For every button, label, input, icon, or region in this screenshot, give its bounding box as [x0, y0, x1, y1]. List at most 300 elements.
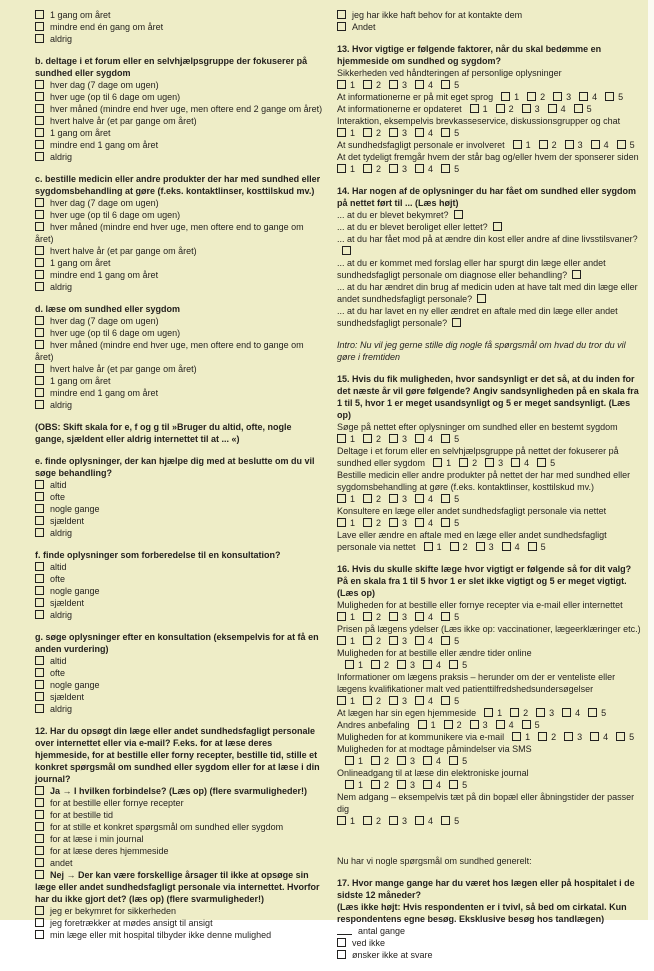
option-label: ønsker ikke at svare	[352, 950, 433, 960]
checkbox[interactable]	[337, 518, 346, 527]
scale-item	[337, 719, 642, 731]
checkbox[interactable]	[415, 80, 424, 89]
option-label: for at bestille eller fornye recepter	[50, 798, 184, 808]
option-label: 1 gang om året	[50, 128, 111, 138]
rating-scale	[337, 80, 459, 90]
scale-item	[337, 743, 642, 767]
question-title: 15. Hvis du fik muligheden, hvor sandsynligt er det så, at du inden for det næste år vil gøre følgende? Angiv sandsynligheden på en skala fra 1 til 5, hvor 1 er meget usandsynligt og 5 er meget sandsynligt. (Læs op)	[337, 374, 639, 420]
checkbox[interactable]	[35, 10, 44, 19]
checkbox[interactable]	[35, 846, 44, 855]
checkbox[interactable]	[424, 542, 433, 551]
checkbox[interactable]	[345, 780, 354, 789]
question-note: (Læs ikke højt: Hvis respondenten er i tvivl, så bed om cirkatal. Kun respondentens egne besøg. Eksklusive besøg hos tandlægen)	[337, 902, 627, 924]
checkbox[interactable]	[415, 696, 424, 705]
checkbox[interactable]	[444, 720, 453, 729]
scale-number: 5	[454, 816, 460, 826]
checkbox[interactable]	[35, 376, 44, 385]
checkbox[interactable]	[449, 660, 458, 669]
checkbox[interactable]	[477, 294, 486, 303]
checkbox[interactable]	[415, 434, 424, 443]
checkbox[interactable]	[35, 364, 44, 373]
checkbox[interactable]	[562, 708, 571, 717]
checkbox[interactable]	[337, 636, 346, 645]
checkbox[interactable]	[470, 104, 479, 113]
intro-text: Intro: Nu vil jeg gerne stille dig nogle få spørgsmål om hvad du tror du vil gøre i fremtiden	[337, 340, 626, 362]
checkbox[interactable]	[616, 732, 625, 741]
scale-number: 3	[402, 164, 408, 174]
question-title: e. finde oplysninger, der kan hjælpe dig med at beslutte om du vil søge behandling?	[35, 456, 315, 478]
checkbox[interactable]	[572, 270, 581, 279]
checkbox[interactable]	[441, 80, 450, 89]
checkbox[interactable]	[337, 612, 346, 621]
rating-scale-line	[337, 127, 642, 139]
scale-number: 1	[350, 612, 356, 622]
checkbox-option	[35, 929, 323, 941]
rating-scale	[337, 636, 459, 646]
scale-item	[337, 421, 642, 433]
checkbox[interactable]	[337, 10, 346, 19]
scale-number: 4	[436, 756, 442, 766]
scale-number: 5	[454, 80, 460, 90]
checkbox-option	[35, 79, 323, 91]
checkbox-option	[35, 363, 323, 375]
checkbox[interactable]	[35, 692, 44, 701]
checkbox[interactable]	[441, 128, 450, 137]
rating-scale	[337, 612, 459, 622]
scale-number: 5	[462, 756, 468, 766]
obs-note-text: (OBS: Skift skala for e, f og g til »Bruger du altid, ofte, nogle gange, sjældent eller aldrig internettet til at ... «)	[35, 422, 292, 444]
checkbox[interactable]	[35, 258, 44, 267]
checkbox[interactable]	[337, 816, 346, 825]
checkbox[interactable]	[454, 210, 463, 219]
checkbox[interactable]	[397, 660, 406, 669]
checkbox[interactable]	[415, 612, 424, 621]
checkbox[interactable]	[588, 708, 597, 717]
checkbox[interactable]	[485, 458, 494, 467]
scale-number: 3	[402, 816, 408, 826]
checkbox[interactable]	[539, 140, 548, 149]
scale-number: 5	[462, 780, 468, 790]
option-label: sjældent	[50, 692, 85, 702]
checkbox-option	[35, 515, 323, 527]
checkbox[interactable]	[441, 612, 450, 621]
scale-number: 3	[402, 434, 408, 444]
rating-scale	[504, 732, 634, 742]
checkbox[interactable]	[35, 34, 44, 43]
checkbox-option	[35, 339, 323, 363]
scale-number: 4	[524, 458, 530, 468]
option-label: hver uge (op til 6 dage om ugen)	[50, 210, 181, 220]
checkbox[interactable]	[35, 586, 44, 595]
checkbox[interactable]	[35, 116, 44, 125]
scale-item	[337, 599, 642, 611]
checkbox[interactable]	[579, 92, 588, 101]
scale-number: 5	[454, 612, 460, 622]
checkbox[interactable]	[389, 494, 398, 503]
checkbox[interactable]	[441, 494, 450, 503]
checkbox[interactable]	[501, 92, 510, 101]
scale-number: 2	[508, 104, 514, 114]
checkbox[interactable]	[537, 458, 546, 467]
option-label: nogle gange	[50, 680, 100, 690]
checkbox[interactable]	[35, 562, 44, 571]
option-label: altid	[50, 480, 67, 490]
scale-number: 1	[350, 80, 356, 90]
scale-number: 4	[428, 518, 434, 528]
rating-scale-line	[337, 433, 642, 445]
checkbox[interactable]	[496, 104, 505, 113]
scale-item-label: At lægen har sin egen hjemmeside	[337, 708, 477, 718]
checkbox[interactable]	[35, 906, 44, 915]
checkbox-option	[35, 857, 323, 869]
checkbox[interactable]	[337, 80, 346, 89]
scale-number: 1	[350, 636, 356, 646]
checkbox[interactable]	[35, 140, 44, 149]
option-label: jeg foretrækker at mødes ansigt til ansigt	[50, 918, 213, 928]
scale-item-label: Prisen på lægens ydelser (Læs ikke op: vaccinationer, lægeerklæringer etc.)	[337, 624, 641, 634]
question-title: 12. Har du opsøgt din læge eller andet sundhedsfagligt personale over internettet eller via e-mail? F.eks. for at læse deres hjemmeside, for at bestille eller forny recepter, bestille tid, stille et konkret spørgsmål om sundhed eller sygdom eller for at læse i din journal?	[35, 726, 320, 784]
scale-item	[337, 647, 642, 671]
checkbox-option	[35, 151, 323, 163]
scale-item	[337, 67, 642, 79]
scale-item-label: At sundhedsfagligt personale er involveret	[337, 140, 505, 150]
checkbox[interactable]	[337, 164, 346, 173]
checkbox-option	[35, 33, 323, 45]
checkbox[interactable]	[441, 518, 450, 527]
checkbox-option	[35, 127, 323, 139]
scale-number: 5	[550, 458, 556, 468]
checkbox[interactable]	[35, 480, 44, 489]
checkbox-option	[35, 315, 323, 327]
checkbox[interactable]	[493, 222, 502, 231]
checkbox[interactable]	[415, 164, 424, 173]
checkbox-option	[35, 845, 323, 857]
checkbox[interactable]	[389, 636, 398, 645]
checkbox[interactable]	[35, 798, 44, 807]
scale-item	[337, 139, 642, 151]
checkbox[interactable]	[35, 704, 44, 713]
checkbox[interactable]	[35, 198, 44, 207]
checkbox[interactable]	[389, 612, 398, 621]
checkbox[interactable]	[452, 318, 461, 327]
checkbox[interactable]	[363, 164, 372, 173]
checkbox[interactable]	[35, 246, 44, 255]
scale-item	[337, 731, 642, 743]
checkbox[interactable]	[548, 104, 557, 113]
scale-number: 2	[456, 720, 462, 730]
checkbox[interactable]	[35, 656, 44, 665]
checkbox[interactable]	[35, 104, 44, 113]
checkbox[interactable]	[397, 780, 406, 789]
checkbox[interactable]	[423, 756, 432, 765]
checkbox[interactable]	[527, 92, 536, 101]
scale-number: 4	[428, 434, 434, 444]
checkbox[interactable]	[397, 756, 406, 765]
scale-number: 4	[428, 164, 434, 174]
checkbox[interactable]	[35, 858, 44, 867]
checkbox[interactable]	[35, 822, 44, 831]
checkbox-option	[35, 561, 323, 573]
checkbox[interactable]	[345, 660, 354, 669]
checkbox-option	[35, 703, 323, 715]
checkbox[interactable]	[441, 636, 450, 645]
checkbox[interactable]	[423, 660, 432, 669]
checkbox[interactable]	[450, 542, 459, 551]
checkbox[interactable]	[538, 732, 547, 741]
checkbox[interactable]	[415, 518, 424, 527]
question-item-label: ... at du er blevet bekymret?	[337, 210, 449, 220]
scale-number: 3	[498, 458, 504, 468]
checkbox-option	[35, 327, 323, 339]
checkbox[interactable]	[441, 164, 450, 173]
checkbox[interactable]	[371, 756, 380, 765]
checkbox[interactable]	[441, 434, 450, 443]
scale-number: 4	[428, 612, 434, 622]
question-title: 16. Hvis du skulle skifte læge hvor vigtigt er følgende så for dit valg? På en skala fra 1 til 5 hvor 1 er slet ikke vigtigt og 5 er meget vigtigt. (Læs op)	[337, 564, 632, 598]
checkbox[interactable]	[415, 636, 424, 645]
checkbox[interactable]	[35, 668, 44, 677]
checkbox[interactable]	[342, 246, 351, 255]
option-label: hvert halve år (et par gange om året)	[50, 246, 197, 256]
checkbox[interactable]	[35, 388, 44, 397]
option-label: andet	[50, 858, 73, 868]
checkbox-option	[35, 609, 323, 621]
checkbox[interactable]	[35, 504, 44, 513]
general-lead-text: Nu har vi nogle spørgsmål om sundhed generelt:	[337, 856, 532, 866]
scale-item	[337, 671, 642, 695]
checkbox-option	[35, 821, 323, 833]
checkbox[interactable]	[423, 780, 432, 789]
checkbox[interactable]	[35, 80, 44, 89]
checkbox[interactable]	[415, 816, 424, 825]
checkbox[interactable]	[415, 128, 424, 137]
checkbox[interactable]	[35, 574, 44, 583]
checkbox-option	[35, 209, 323, 221]
option-label: hvert halve år (et par gange om året)	[50, 116, 197, 126]
scale-number: 3	[402, 518, 408, 528]
checkbox[interactable]	[35, 340, 44, 349]
question-title: c. bestille medicin eller andre produkter der har med sundhed eller sygdomsbehandling at gøre (f.eks. kontaktlinser, kosttilskud mv.)	[35, 174, 321, 196]
scale-number: 5	[454, 696, 460, 706]
checkbox-option	[35, 281, 323, 293]
scale-number: 1	[436, 542, 442, 552]
checkbox[interactable]	[574, 104, 583, 113]
scale-number: 2	[376, 636, 382, 646]
checkbox[interactable]	[449, 780, 458, 789]
checkbox[interactable]	[35, 328, 44, 337]
checkbox[interactable]	[363, 518, 372, 527]
scale-number: 2	[376, 494, 382, 504]
checkbox[interactable]	[441, 816, 450, 825]
checkbox[interactable]	[363, 816, 372, 825]
checkbox[interactable]	[470, 720, 479, 729]
checkbox[interactable]	[590, 732, 599, 741]
scale-number: 3	[577, 732, 583, 742]
option-label: 1 gang om året	[50, 376, 111, 386]
rating-scale	[425, 458, 555, 468]
checkbox[interactable]	[35, 918, 44, 927]
scale-item-label: Muligheden for at modtage påmindelser via SMS	[337, 744, 532, 754]
scale-number: 4	[603, 140, 609, 150]
checkbox[interactable]	[565, 140, 574, 149]
scale-item-label: Muligheden for at bestille eller ændre tider online	[337, 648, 532, 658]
checkbox[interactable]	[536, 708, 545, 717]
checkbox[interactable]	[496, 720, 505, 729]
checkbox[interactable]	[35, 22, 44, 31]
checkbox[interactable]	[35, 834, 44, 843]
scale-number: 1	[350, 128, 356, 138]
checkbox[interactable]	[337, 950, 346, 959]
checkbox[interactable]	[617, 140, 626, 149]
scale-item	[337, 103, 642, 115]
checkbox[interactable]	[35, 210, 44, 219]
checkbox[interactable]	[35, 492, 44, 501]
checkbox[interactable]	[502, 542, 511, 551]
checkbox[interactable]	[389, 434, 398, 443]
checkbox[interactable]	[363, 128, 372, 137]
rating-scale	[337, 816, 459, 826]
checkbox[interactable]	[553, 92, 562, 101]
checkbox[interactable]	[35, 128, 44, 137]
checkbox[interactable]	[433, 458, 442, 467]
checkbox[interactable]	[564, 732, 573, 741]
checkbox[interactable]	[35, 92, 44, 101]
checkbox[interactable]	[35, 610, 44, 619]
checkbox[interactable]	[35, 152, 44, 161]
checkbox[interactable]	[418, 720, 427, 729]
checkbox[interactable]	[337, 938, 346, 947]
checkbox[interactable]	[605, 92, 614, 101]
checkbox-option	[337, 949, 642, 961]
checkbox[interactable]	[363, 80, 372, 89]
checkbox[interactable]	[591, 140, 600, 149]
checkbox[interactable]	[35, 282, 44, 291]
checkbox-option	[35, 139, 323, 151]
checkbox[interactable]	[363, 696, 372, 705]
checkbox[interactable]	[389, 816, 398, 825]
option-label: antal gange	[358, 926, 406, 936]
option-label: aldrig	[50, 400, 73, 410]
checkbox[interactable]	[522, 104, 531, 113]
checkbox[interactable]	[363, 636, 372, 645]
scale-item-label: Muligheden for at kommunikere via e-mail	[337, 732, 505, 742]
checkbox[interactable]	[35, 316, 44, 325]
option-label: hver måned (mindre end hver uge, men oftere end to gange om året)	[35, 222, 304, 244]
checkbox-option	[35, 245, 323, 257]
scale-number: 4	[428, 816, 434, 826]
checkbox[interactable]	[389, 696, 398, 705]
scale-item	[337, 529, 642, 553]
option-label: min læge eller mit hospital tilbyder ikke denne mulighed	[50, 930, 272, 940]
scale-item-label: Muligheden for at bestille eller fornye recepter via e-mail eller internettet	[337, 600, 623, 610]
checkbox[interactable]	[35, 810, 44, 819]
scale-number: 2	[376, 164, 382, 174]
checkbox[interactable]	[389, 80, 398, 89]
option-label: for at stille et konkret spørgsmål om sundhed eller sygdom	[50, 822, 284, 832]
checkbox[interactable]	[337, 434, 346, 443]
checkbox[interactable]	[389, 128, 398, 137]
question-title: g. søge oplysninger efter en konsultation (eksempelvis for at få en anden vurdering)	[35, 632, 319, 654]
checkbox-option	[35, 585, 323, 597]
scale-number: 3	[577, 140, 583, 150]
checkbox[interactable]	[459, 458, 468, 467]
scale-number: 1	[350, 696, 356, 706]
write-in-blank[interactable]	[337, 925, 352, 935]
checkbox[interactable]	[337, 128, 346, 137]
checkbox[interactable]	[35, 786, 44, 795]
checkbox[interactable]	[337, 22, 346, 31]
scale-number: 4	[592, 92, 598, 102]
scale-number: 2	[462, 542, 468, 552]
checkbox-option	[35, 269, 323, 281]
checkbox[interactable]	[35, 528, 44, 537]
scale-number: 2	[540, 92, 546, 102]
checkbox[interactable]	[337, 696, 346, 705]
scale-number: 1	[350, 164, 356, 174]
checkbox[interactable]	[35, 870, 44, 879]
section-g	[35, 631, 323, 715]
checkbox[interactable]	[389, 518, 398, 527]
checkbox[interactable]	[476, 542, 485, 551]
checkbox[interactable]	[522, 720, 531, 729]
checkbox[interactable]	[35, 930, 44, 939]
checkbox[interactable]	[528, 542, 537, 551]
checkbox[interactable]	[371, 660, 380, 669]
scale-number: 3	[402, 636, 408, 646]
checkbox[interactable]	[484, 708, 493, 717]
checkbox[interactable]	[415, 494, 424, 503]
checkbox[interactable]	[389, 164, 398, 173]
option-label: sjældent	[50, 598, 85, 608]
scale-number: 4	[560, 104, 566, 114]
checkbox[interactable]	[511, 458, 520, 467]
checkbox[interactable]	[513, 140, 522, 149]
scale-item-label: At informationerne er opdateret	[337, 104, 462, 114]
scale-number: 2	[376, 518, 382, 528]
scale-number: 5	[629, 140, 635, 150]
option-label: hver uge (op til 6 dage om ugen)	[50, 328, 181, 338]
checkbox[interactable]	[449, 756, 458, 765]
question-item-label: ... at du har lavet en ny eller ændret en aftale med din læge eller andet sundhedsfagligt personale?	[337, 306, 618, 328]
scale-item	[337, 767, 642, 791]
checkbox[interactable]	[512, 732, 521, 741]
scale-number: 2	[376, 80, 382, 90]
checkbox[interactable]	[510, 708, 519, 717]
checkbox[interactable]	[337, 494, 346, 503]
option-label: Ja → I hvilken forbindelse? (Læs op) (flere svarmuligheder!)	[50, 786, 308, 796]
checkbox[interactable]	[371, 780, 380, 789]
checkbox-option	[35, 21, 323, 33]
checkbox[interactable]	[345, 756, 354, 765]
checkbox[interactable]	[35, 516, 44, 525]
section-a-tail	[35, 9, 323, 45]
scale-item-label: Sikkerheden ved håndteringen af personlige oplysninger	[337, 68, 562, 78]
checkbox[interactable]	[363, 494, 372, 503]
section-q16	[337, 563, 642, 827]
checkbox[interactable]	[441, 696, 450, 705]
checkbox[interactable]	[35, 270, 44, 279]
checkbox[interactable]	[35, 598, 44, 607]
checkbox[interactable]	[35, 222, 44, 231]
checkbox[interactable]	[35, 400, 44, 409]
checkbox-option	[35, 917, 323, 929]
checkbox[interactable]	[35, 680, 44, 689]
scale-number: 5	[540, 542, 546, 552]
checkbox[interactable]	[363, 612, 372, 621]
scale-number: 3	[488, 542, 494, 552]
checkbox[interactable]	[363, 434, 372, 443]
section-q12	[35, 725, 323, 941]
